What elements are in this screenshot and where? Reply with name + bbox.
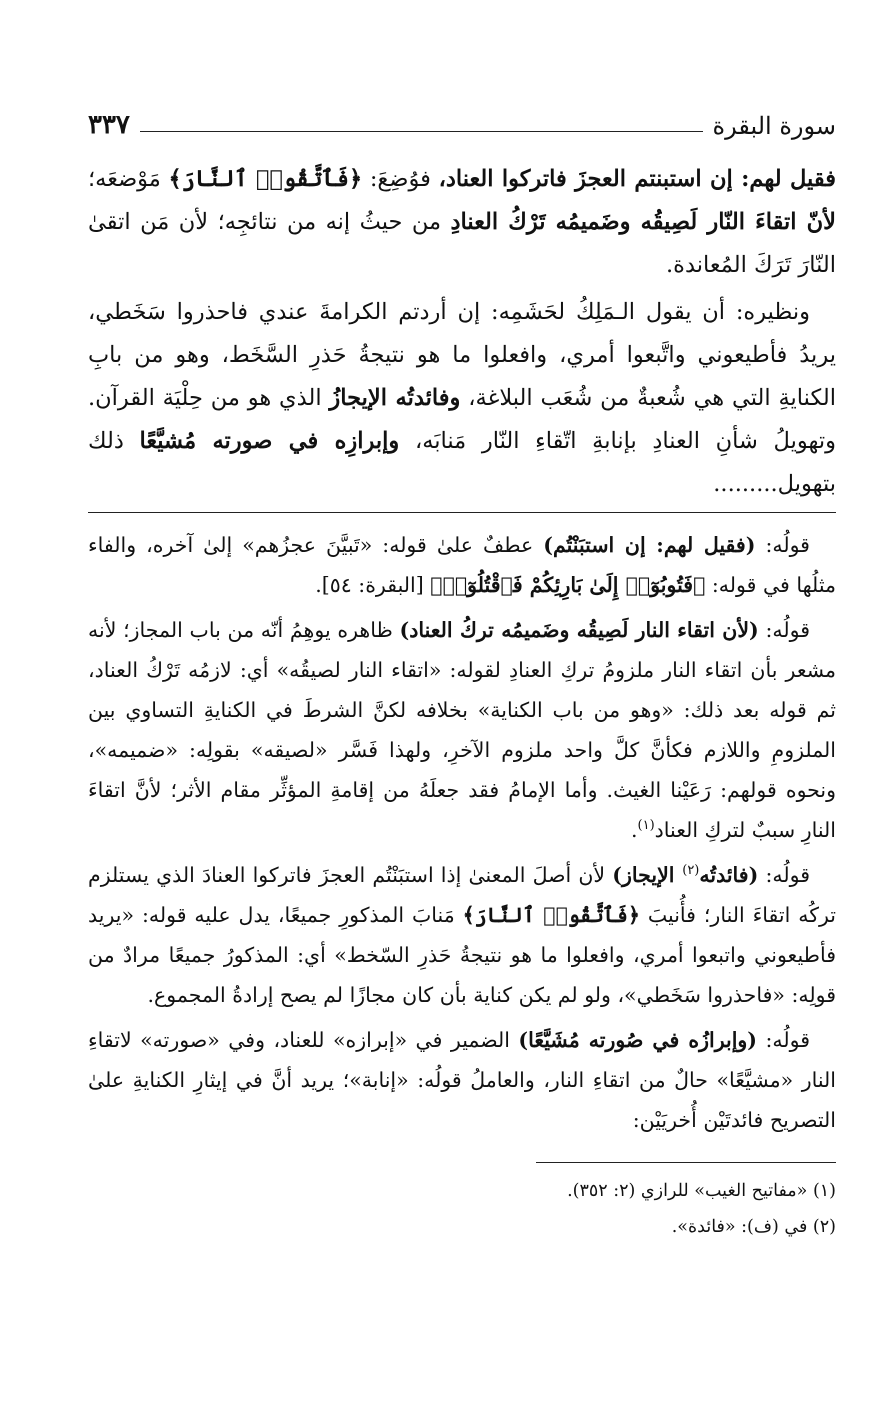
lemma: الإيجاز) — [612, 863, 683, 887]
text-run: قولُه: — [758, 863, 810, 887]
running-header — [88, 100, 836, 140]
text-run: قولُه: — [757, 1028, 810, 1052]
header-rule — [140, 131, 703, 132]
text-run: [البقرة: ٥٤]. — [315, 573, 431, 597]
lemma: (فقيل لهم: إن استبَنْتُم) — [543, 533, 756, 557]
text-run: ذلك بتهويل......... — [88, 428, 836, 497]
page-number: ٣٣٧ — [88, 110, 130, 140]
commentary-paragraph-3 — [88, 855, 836, 1015]
footnotes — [88, 1173, 836, 1245]
text-run: الضمير في «إبرازه» للعناد، وفي «صورته» لاتقاءِ النار «مشيَّعًا» حالٌ من اتقاءِ النار، والعاملُ قولُه: «إنابة»؛ يريد أنَّ في إيثارِ الكنايةِ علىٰ التصريح فائدتَيْن أُخريَيْن: — [88, 1028, 836, 1132]
main-text — [88, 158, 836, 506]
text-run: عطفٌ علىٰ قوله: «تَبيَّنَ عجزُهم» إلىٰ آخره، والفاء مثلُها في قوله: — [88, 533, 836, 597]
footnote-divider — [536, 1162, 836, 1163]
text-run: مَوْضعَه؛ — [88, 166, 169, 192]
text-run: الذي هو من حِلْيَة القرآن. وتهويلُ شأنِ العنادِ بإنابةِ اتّقاءِ النّار مَنابَه، — [88, 385, 836, 454]
text-run: ونظيره: أن يقول الـمَلِكُ لحَشَمِه: إن أردتم الكرامةَ عندي فاحذروا سَخَطي، يريدُ فأطيعوني واتَّبعوا أمري، وافعلوا ما هو نتيجةُ حَذرِ السَّخَط، وهو من بابِ الكنايةِ التي هي شُعبةٌ من شُعَب البلاغة، — [88, 299, 836, 411]
quran-quote: ﴿فَٱتَّقُوا۟ ٱلنَّارَ﴾ — [462, 903, 640, 927]
text-run: قولُه: — [758, 618, 810, 642]
text-run: لأن أصلَ المعنىٰ إذا استبَنْتُم العجزَ فاتركوا العنادَ الذي يستلزم تركُه اتقاءَ النار؛ فأُنيبَ — [88, 863, 836, 927]
commentary-paragraph-4 — [88, 1020, 836, 1140]
bold-phrase: فقيل لهم: إن استبنتم العجزَ فاتركوا العناد، — [438, 166, 836, 192]
lemma: (وإبرازُه في صُورته مُشَيَّعًا) — [518, 1028, 758, 1052]
footnote-ref: (١) — [637, 818, 655, 834]
main-paragraph-1 — [88, 158, 836, 287]
bold-phrase: لأنّ اتقاءَ النّار لَصِيقُه وضَميمُه تَرْكُ العنادِ — [450, 209, 836, 235]
text-run: من حيثُ إنه من نتائجِه؛ لأن مَن اتقىٰ النّارَ تَرَكَ المُعاندة. — [88, 209, 836, 278]
book-page — [88, 100, 836, 1245]
text-run: مَنابَ المذكورِ جميعًا، يدل عليه قوله: «يريد فأطيعوني واتبعوا أمري، وافعلوا ما هو نتيجةُ حَذرِ السّخط» أي: المذكورُ جميعًا مرادٌ من قولِه: «فاحذروا سَخَطي»، ولو لم يكن كناية بأن كان مجازًا لم يصح إرادةُ المجموع. — [88, 903, 836, 1007]
text-run: ظاهره يوهِمُ أنّه من باب المجاز؛ لأنه مشعر بأن اتقاء النار ملزومُ تركِ العنادِ لقوله: «اتقاء النار لصيقُه» أي: لازمُه تَرْكُ العناد، ثم قوله بعد ذلك: «وهو من باب الكناية» بخلافه لكنَّ الشرطَ في الكنايةِ التساوي بين الملزومِ واللازم فكأنَّ كلَّ واحد ملزوم الآخرِ، ولهذا فَسَّر «لصيقه» بقولِه: «ضميمه»، ونحوه قولهم: رَعَيْنا الغيث. وأما الإمامُ فقد جعلَهُ من إقامةِ المؤثِّر مقام الأثر؛ لأنَّ اتقاءَ النارِ سببٌ لتركِ العناد — [88, 618, 836, 842]
footnote-2: (٢) في (ف): «فائدة». — [671, 1217, 836, 1237]
bold-phrase: وفائدتُه الإيجازُ — [329, 385, 461, 411]
text-run: فوُضِعَ: — [362, 166, 439, 192]
lemma: (فائدتُه — [699, 863, 759, 887]
bold-phrase: وإبرازِه في صورته مُشيَّعًا — [139, 428, 400, 454]
main-paragraph-2 — [88, 291, 836, 506]
section-divider — [88, 512, 836, 513]
quran-quote: ﴿فَتُوبُوٓا۟ إِلَىٰ بَارِئِكُمْ فَٱقْتُلُوٓا۟﴾ — [430, 573, 706, 597]
footnote-1: (١) «مفاتيح الغيب» للرازي (٢: ٣٥٢). — [567, 1181, 836, 1201]
lemma: (لأن اتقاء النار لَصِيقُه وضَميمُه تركُ العناد) — [399, 618, 759, 642]
footnote-ref: (٢) — [682, 863, 700, 879]
quran-quote: ﴿فَٱتَّقُوا۟ ٱلنَّارَ﴾ — [168, 166, 363, 192]
surah-title: سورة البقرة — [712, 112, 836, 140]
commentary-paragraph-2 — [88, 610, 836, 850]
commentary — [88, 525, 836, 1140]
text-run: قولُه: — [755, 533, 810, 557]
text-run: . — [630, 818, 638, 842]
commentary-paragraph-1 — [88, 525, 836, 605]
